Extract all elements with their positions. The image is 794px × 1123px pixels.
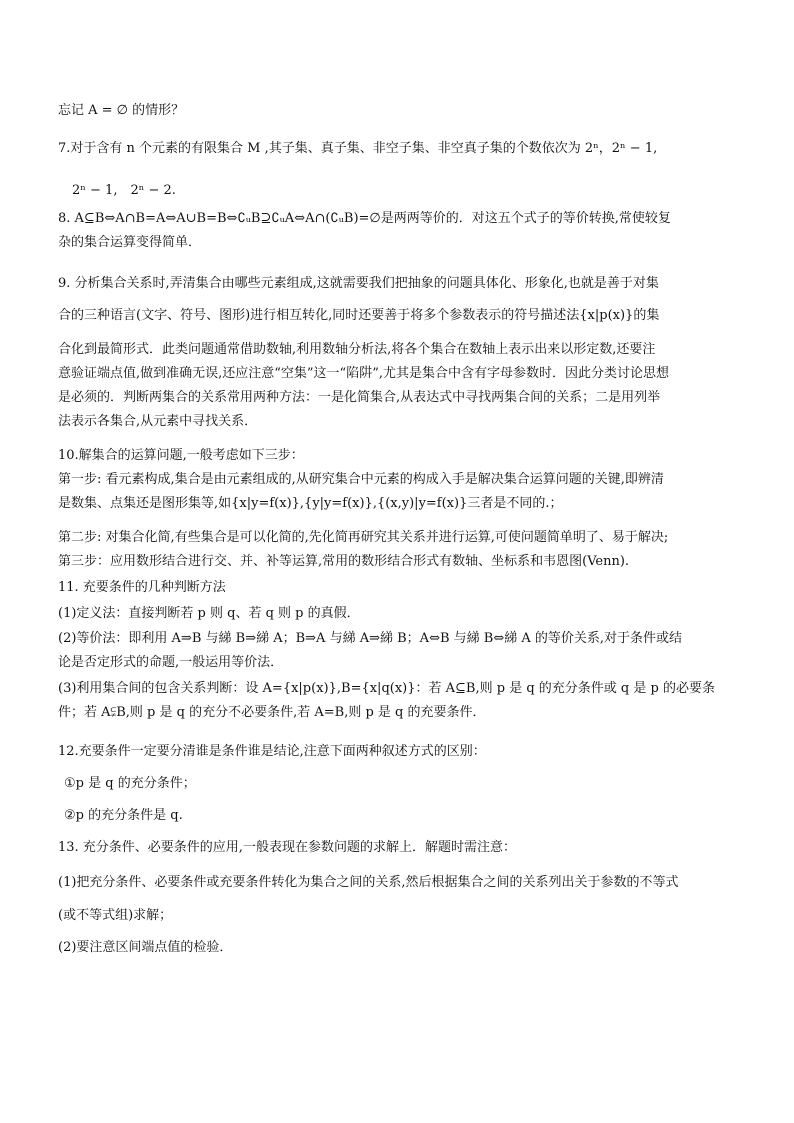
text-line: 9. 分析集合关系时,弄清集合由哪些元素组成,这就需要我们把抽象的问题具体化、形象化,也就是善于对集 xyxy=(58,276,659,291)
text-line: ②p 的充分条件是 q. xyxy=(64,808,183,823)
text-line: (1)把充分条件、必要条件或充要条件转化为集合之间的关系,然后根据集合之间的关系列出关于参数的不等式 xyxy=(58,875,679,890)
text-line: (3)利用集合间的包含关系判断：设 A={x|p(x)},B={x|q(x)}：若 A⊆B,则 p 是 q 的充分条件或 q 是 p 的必要条 xyxy=(58,681,715,696)
text-line: 12.充要条件一定要分清谁是条件谁是结论,注意下面两种叙述方式的区别： xyxy=(58,744,486,759)
text-line: 11. 充要条件的几种判断方法 xyxy=(58,580,226,595)
text-line: (1)定义法：直接判断若 p 则 q、若 q 则 p 的真假． xyxy=(58,606,360,621)
text-line: 法表示各集合,从元素中寻找关系． xyxy=(58,414,258,429)
text-line: 7.对于含有 n 个元素的有限集合 M ,其子集、真子集、非空子集、非空真子集的个数依次为 2ⁿ，2ⁿ − 1, xyxy=(58,141,658,156)
text-line: 8. A⊆B⇔A∩B=A⇔A∪B=B⇔∁ᵤB⊇∁ᵤA⇔A∩(∁ᵤB)=∅是两两等价的．对这五个式子的等价转换,常使较复 xyxy=(58,211,671,226)
text-line: 是必须的．判断两集合的关系常用两种方法：一是化简集合,从表达式中寻找两集合间的关系；二是用列举 xyxy=(58,390,661,405)
text-line: 第一步: 看元素构成,集合是由元素组成的,从研究集合中元素的构成入手是解决集合运算问题的关键,即辨清 xyxy=(58,472,664,487)
text-line: 合化到最简形式．此类问题通常借助数轴,利用数轴分析法,将各个集合在数轴上表示出来以形定数,还要注 xyxy=(58,342,656,357)
text-line: 第三步：应用数形结合进行交、并、补等运算,常用的数形结合形式有数轴、坐标系和韦恩图(Venn). xyxy=(58,554,630,569)
text-line: 2ⁿ − 1, 2ⁿ − 2. xyxy=(72,183,176,198)
text-line: 忘记 A = ∅ 的情形？ xyxy=(58,103,185,118)
text-line: 论是否定形式的命题,一般运用等价法． xyxy=(58,655,284,670)
text-line: 件；若 A⫋B,则 p 是 q 的充分不必要条件,若 A=B,则 p 是 q 的充要条件． xyxy=(58,705,486,720)
text-line: 意验证端点值,做到准确无误,还应注意“空集”这一“陷阱”,尤其是集合中含有字母参数时．因此分类讨论思想 xyxy=(58,366,669,381)
text-line: 合的三种语言(文字、符号、图形)进行相互转化,同时还要善于将多个参数表示的符号描述法{x|p(x)}的集 xyxy=(58,308,660,323)
text-line: 第二步: 对集合化简,有些集合是可以化简的,先化简再研究其关系并进行运算,可使问题简单明了、易于解决; xyxy=(58,530,669,545)
text-line: (2)等价法：即利用 A⇒B 与綈 B⇒綈 A；B⇒A 与綈 A⇒綈 B；A⇔B 与綈 B⇔綈 A 的等价关系,对于条件或结 xyxy=(58,631,683,646)
text-line: ①p 是 q 的充分条件； xyxy=(64,776,196,791)
text-line: 杂的集合运算变得简单． xyxy=(58,235,202,250)
text-line: (或不等式组)求解； xyxy=(58,908,173,923)
text-line: 13. 充分条件、必要条件的应用,一般表现在参数问题的求解上．解题时需注意： xyxy=(58,840,516,855)
text-line: 10.解集合的运算问题,一般考虑如下三步： xyxy=(58,448,304,463)
text-line: (2)要注意区间端点值的检验． xyxy=(58,940,233,955)
text-line: 是数集、点集还是图形集等,如{x|y=f(x)},{y|y=f(x)},{(x,y)|y=f(x)}三者是不同的.； xyxy=(58,496,563,511)
